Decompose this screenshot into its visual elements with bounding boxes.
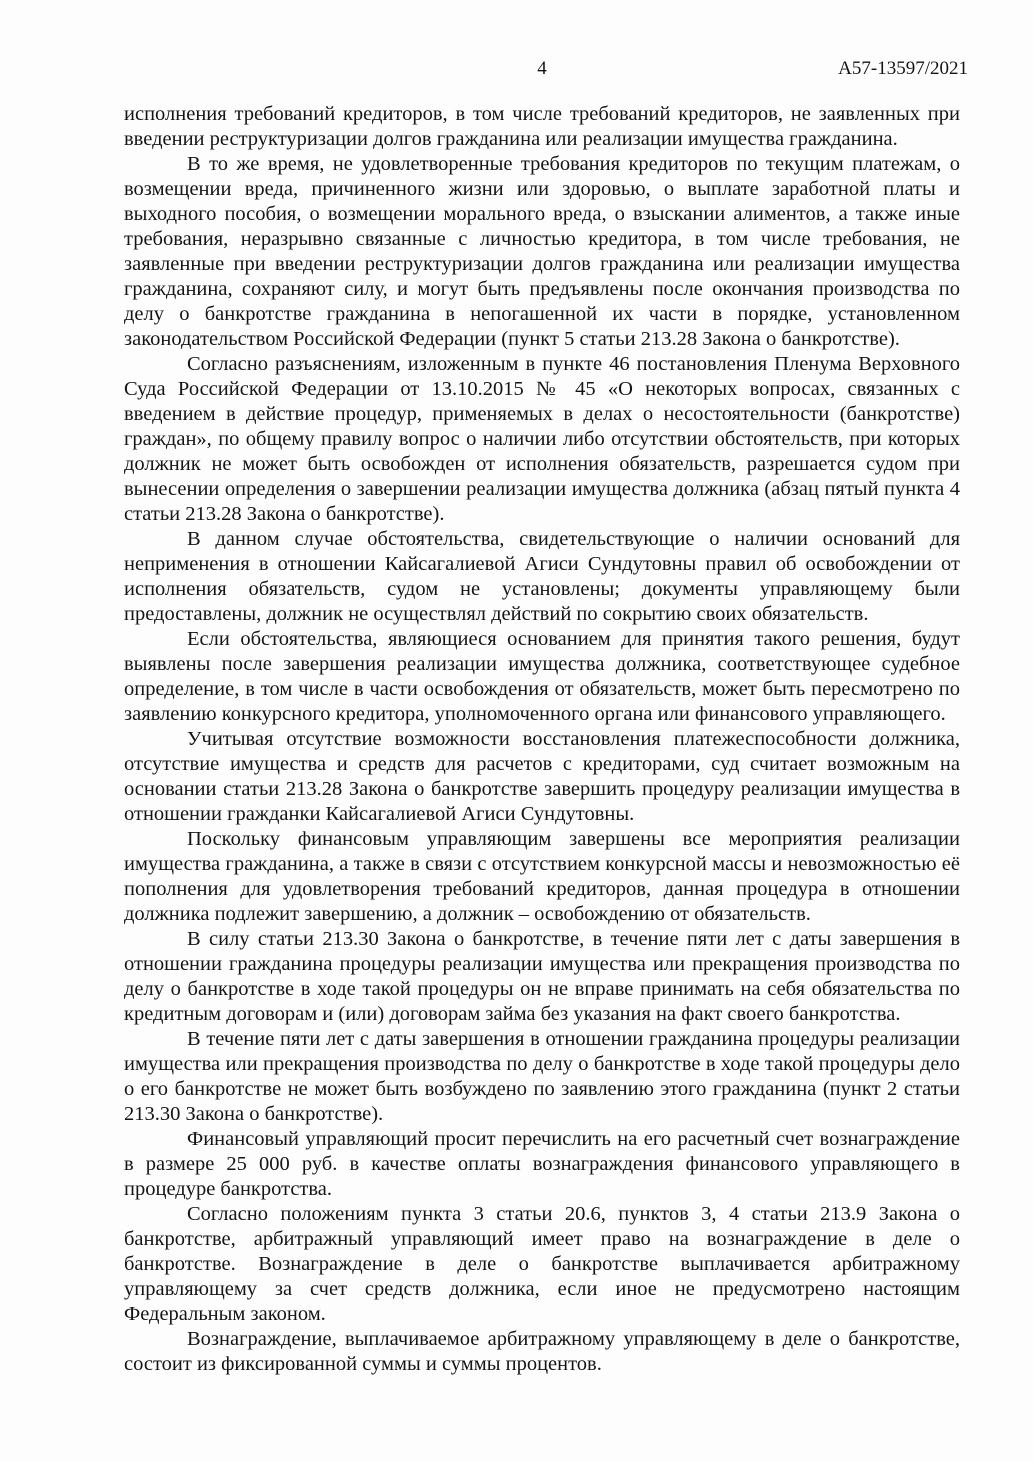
document-body	[124, 102, 960, 1377]
paragraph: Поскольку финансовым управляющим завершены все мероприятия реализации имущества гражданина, а также в связи с отсутствием конкурсной массы и невозможностью её пополнения для удовлетворения требований кредиторов, данная процедура в отношении должника подлежит завершению, а должник – освобождению от обязательств.	[124, 828, 960, 925]
paragraph: Учитывая отсутствие возможности восстановления платежеспособности должника, отсутствие имущества и средств для расчетов с кредиторами, суд считает возможным на основании статьи 213.28 Закона о банкротстве завершить процедуру реализации имущества в отношении гражданки Кайсагалиевой Агиси Сундутовны.	[124, 728, 960, 825]
paragraph: Согласно разъяснениям, изложенным в пункте 46 постановления Пленума Верховного Суда Российской Федерации от 13.10.2015 № 45 «О некоторых вопросах, связанных с введением в действие процедур, применяемых в делах о несостоятельности (банкротстве) граждан», по общему правилу вопрос о наличии либо отсутствии обстоятельств, при которых должник не может быть освобожден от исполнения обязательств, разрешается судом при вынесении определения о завершении реализации имущества должника (абзац пятый пункта 4 статьи 213.28 Закона о банкротстве).	[124, 353, 960, 525]
paragraph: Вознаграждение, выплачиваемое арбитражному управляющему в деле о банкротстве, состоит из фиксированной суммы и суммы процентов.	[124, 1328, 960, 1375]
paragraph: В силу статьи 213.30 Закона о банкротстве, в течение пяти лет с даты завершения в отношении гражданина процедуры реализации имущества или прекращения производства по делу о банкротстве в ходе такой процедуры он не вправе принимать на себя обязательства по кредитным договорам и (или) договорам займа без указания на факт своего банкротства.	[124, 928, 960, 1025]
case-number: А57-13597/2021	[838, 58, 968, 79]
paragraph: Финансовый управляющий просит перечислить на его расчетный счет вознаграждение в размере 25 000 руб. в качестве оплаты вознаграждения финансового управляющего в процедуре банкротства.	[124, 1128, 960, 1200]
paragraph: исполнения требований кредиторов, в том числе требований кредиторов, не заявленных при введении реструктуризации долгов гражданина или реализации имущества гражданина.	[124, 103, 960, 150]
page-number: 4	[537, 58, 547, 79]
paragraph: В то же время, не удовлетворенные требования кредиторов по текущим платежам, о возмещении вреда, причиненного жизни или здоровью, о выплате заработной платы и выходного пособия, о возмещении морального вреда, о взыскании алиментов, а также иные требования, неразрывно связанные с личностью кредитора, в том числе требования, не заявленные при введении реструктуризации долгов гражданина или реализации имущества гражданина, сохраняют силу, и могут быть предъявлены после окончания производства по делу о банкротстве гражданина в непогашенной их части в порядке, установленном законодательством Российской Федерации (пункт 5 статьи 213.28 Закона о банкротстве).	[124, 153, 960, 350]
paragraph: Согласно положениям пункта 3 статьи 20.6, пунктов 3, 4 статьи 213.9 Закона о банкротстве, арбитражный управляющий имеет право на вознаграждение в деле о банкротстве. Вознаграждение в деле о банкротстве выплачивается арбитражному управляющему за счет средств должника, если иное не предусмотрено настоящим Федеральным законом.	[124, 1203, 960, 1325]
page-header	[124, 58, 968, 80]
paragraph: В данном случае обстоятельства, свидетельствующие о наличии оснований для неприменения в отношении Кайсагалиевой Агиси Сундутовны правил об освобождении от исполнения обязательств, судом не установлены; документы управляющему были предоставлены, должник не осуществлял действий по сокрытию своих обязательств.	[124, 528, 960, 625]
paragraph: В течение пяти лет с даты завершения в отношении гражданина процедуры реализации имущества или прекращения производства по делу о банкротстве в ходе такой процедуры дело о его банкротстве не может быть возбуждено по заявлению этого гражданина (пункт 2 статьи 213.30 Закона о банкротстве).	[124, 1028, 960, 1125]
paragraph: Если обстоятельства, являющиеся основанием для принятия такого решения, будут выявлены после завершения реализации имущества должника, соответствующее судебное определение, в том числе в части освобождения от обязательств, может быть пересмотрено по заявлению конкурсного кредитора, уполномоченного органа или финансового управляющего.	[124, 628, 960, 725]
